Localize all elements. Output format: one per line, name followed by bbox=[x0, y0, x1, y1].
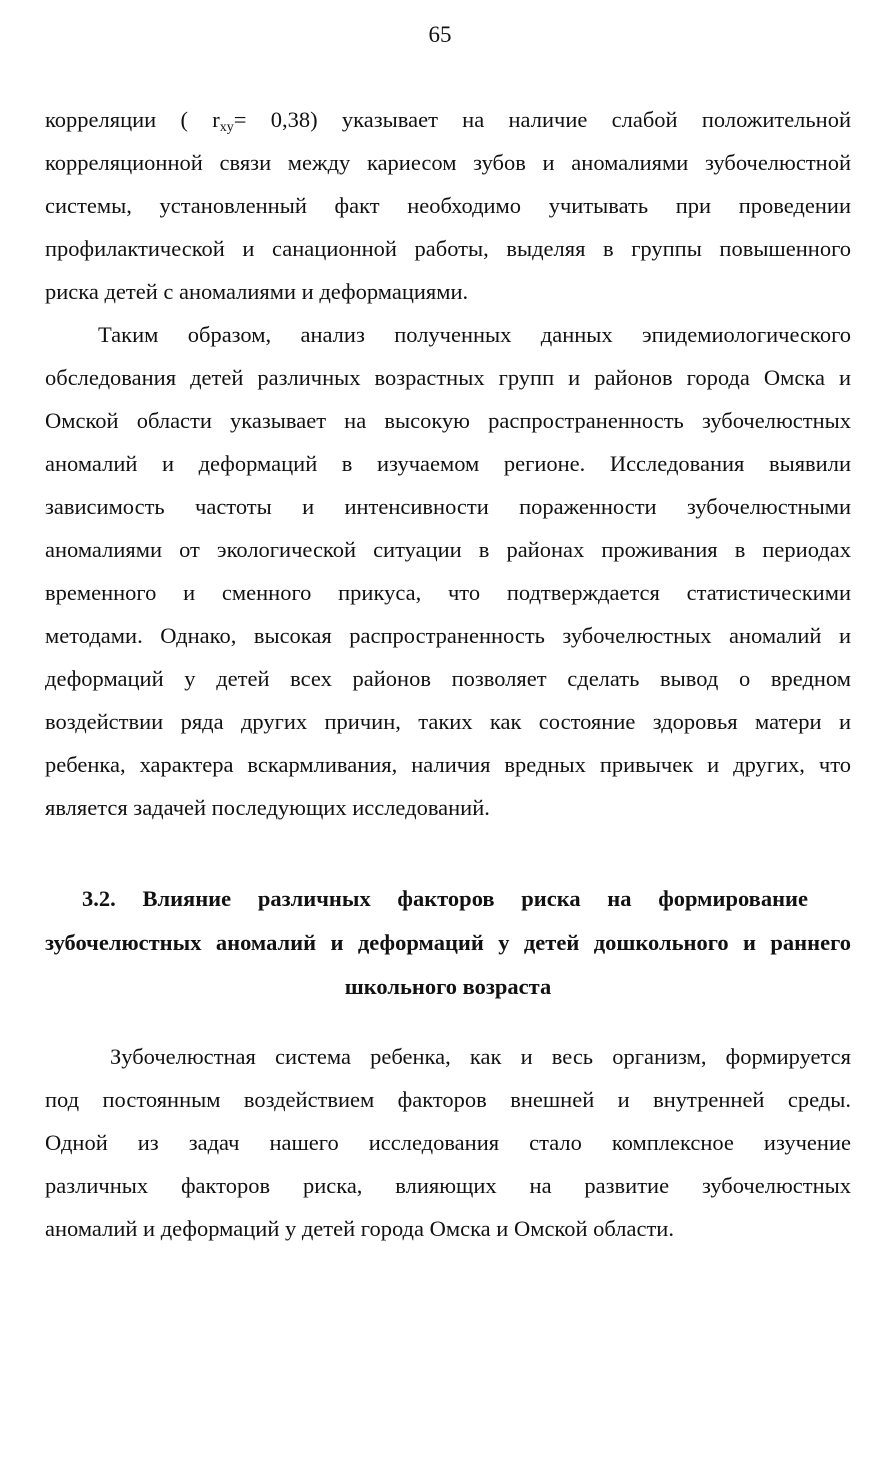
paragraph-line: системы, установленный факт необходимо учитывать при проведении bbox=[45, 193, 851, 218]
paragraph-intro bbox=[45, 1035, 851, 1250]
paragraph-line: различных факторов риска, влияющих на развитие зубочелюстных bbox=[45, 1173, 851, 1198]
page-number: 65 bbox=[428, 22, 452, 47]
paragraph-line bbox=[45, 98, 851, 141]
paragraph-line: является задачей последующих исследований. bbox=[45, 795, 490, 820]
paragraph-correlation-conclusion bbox=[45, 98, 851, 313]
paragraph-line: профилактической и санационной работы, выделяя в группы повышенного bbox=[45, 236, 851, 261]
paragraph-line: риска детей с аномалиями и деформациями. bbox=[45, 279, 469, 304]
paragraph-line: аномалий и деформаций в изучаемом регионе. Исследования выявили bbox=[45, 451, 851, 476]
heading-line: зубочелюстных аномалий и деформаций у детей дошкольного и раннего bbox=[45, 930, 851, 955]
paragraph-line: аномалиями от экологической ситуации в районах проживания в периодах bbox=[45, 537, 851, 562]
paragraph-line: Омской области указывает на высокую распространенность зубочелюстных bbox=[45, 408, 851, 433]
section-heading bbox=[45, 877, 851, 1009]
line-text-start: корреляции ( r bbox=[45, 107, 220, 132]
paragraph-summary bbox=[45, 313, 851, 829]
paragraph-line: Таким образом, анализ полученных данных эпидемиологического bbox=[98, 322, 851, 347]
paragraph-line: корреляционной связи между кариесом зубов и аномалиями зубочелюстной bbox=[45, 150, 851, 175]
paragraph-line: обследования детей различных возрастных групп и районов города Омска и bbox=[45, 365, 851, 390]
heading-line: школьного возраста bbox=[344, 974, 552, 999]
paragraph-line: Одной из задач нашего исследования стало комплексное изучение bbox=[45, 1130, 851, 1155]
paragraph-line: временного и сменного прикуса, что подтверждается статистическими bbox=[45, 580, 851, 605]
paragraph-line: аномалий и деформаций у детей города Омска и Омской области. bbox=[45, 1216, 674, 1241]
heading-line: 3.2. Влияние различных факторов риска на формирование bbox=[82, 886, 808, 911]
line-text-end: = 0,38) указывает на наличие слабой положительной bbox=[233, 107, 851, 132]
paragraph-line: методами. Однако, высокая распространенность зубочелюстных аномалий и bbox=[45, 623, 851, 648]
paragraph-line: ребенка, характера вскармливания, наличия вредных привычек и других, что bbox=[45, 752, 851, 777]
paragraph-line: деформаций у детей всех районов позволяет сделать вывод о вредном bbox=[45, 666, 851, 691]
subscript-xy: xy bbox=[219, 120, 234, 135]
paragraph-line: воздействии ряда других причин, таких как состояние здоровья матери и bbox=[45, 709, 851, 734]
paragraph-line: под постоянным воздействием факторов внешней и внутренней среды. bbox=[45, 1087, 851, 1112]
paragraph-line: Зубочелюстная система ребенка, как и весь организм, формируется bbox=[110, 1044, 851, 1069]
paragraph-line: зависимость частоты и интенсивности пораженности зубочелюстными bbox=[45, 494, 851, 519]
